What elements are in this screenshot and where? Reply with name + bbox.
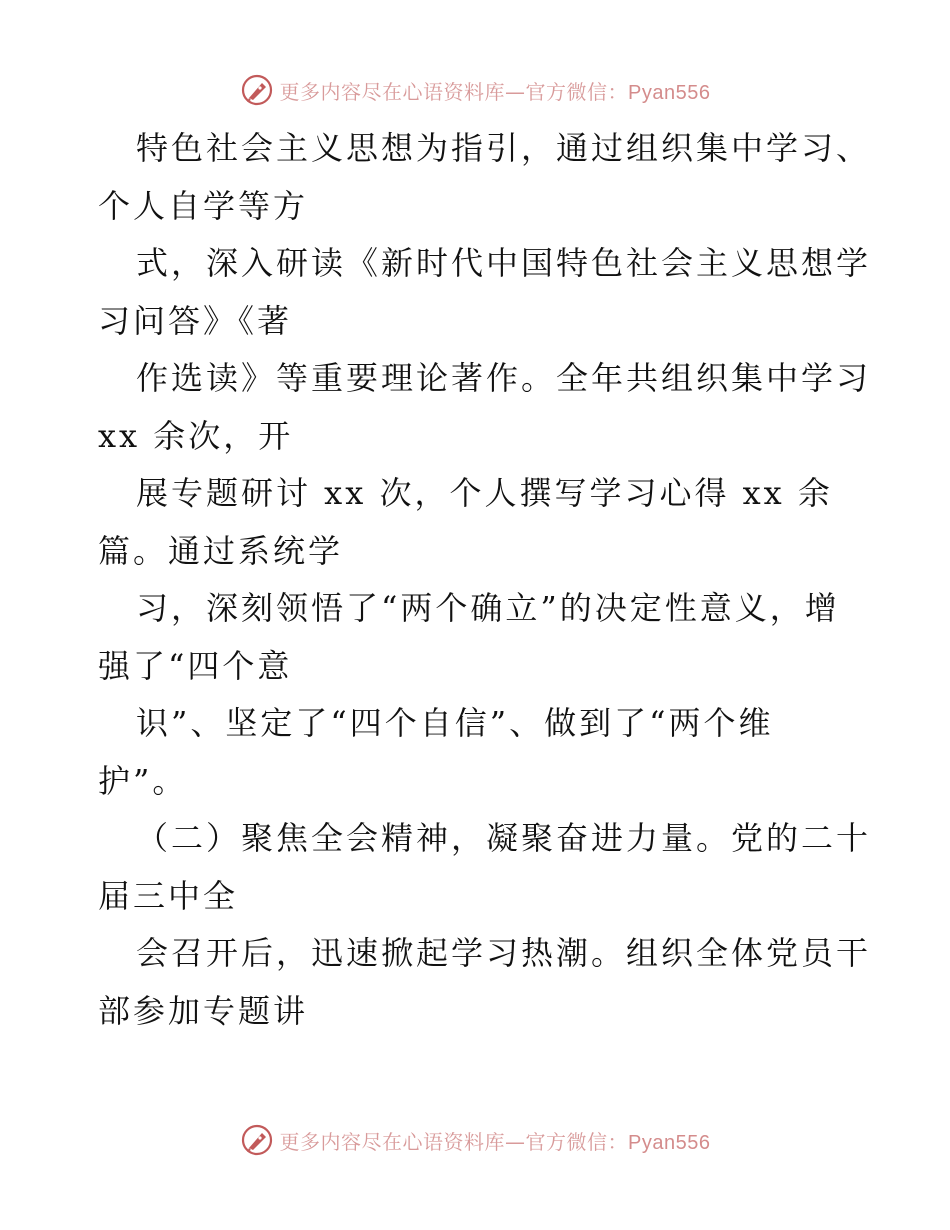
paragraph-line: 部参加专题讲 bbox=[98, 991, 309, 1030]
paragraph-line: 篇。通过系统学 bbox=[98, 531, 344, 570]
paragraph-line: 式，深入研读《新时代中国特色社会主义思想学 bbox=[136, 244, 872, 282]
paragraph-line: 护”。 bbox=[98, 761, 188, 800]
paragraph-line: 强了“四个意 bbox=[98, 646, 293, 685]
paragraph-line: 展专题研讨 xx 次，个人撰写学习心得 xx 余 bbox=[136, 474, 833, 512]
header-watermark bbox=[0, 70, 950, 110]
watermark-text bbox=[280, 1126, 711, 1155]
paragraph-line: 届三中全 bbox=[98, 876, 239, 915]
document-body bbox=[98, 120, 872, 1040]
watermark-wechat-id: Pyan556 bbox=[628, 1131, 711, 1154]
watermark-text bbox=[280, 76, 711, 105]
paragraph-line: 习问答》《著 bbox=[98, 301, 293, 340]
watermark-wechat-id: Pyan556 bbox=[628, 81, 711, 104]
watermark-label: 更多内容尽在心语资料库—官方微信： bbox=[279, 1129, 629, 1154]
footer-watermark bbox=[0, 1120, 950, 1160]
paragraph-line: 习，深刻领悟了“两个确立”的决定性意义，增 bbox=[136, 589, 840, 627]
pen-nib-logo-icon bbox=[240, 73, 274, 107]
paragraph-line: 个人自学等方 bbox=[98, 186, 309, 225]
pen-nib-logo-icon bbox=[240, 1123, 274, 1157]
paragraph-line: 特色社会主义思想为指引，通过组织集中学习、 bbox=[136, 129, 872, 167]
paragraph-line: 作选读》等重要理论著作。全年共组织集中学习 bbox=[136, 359, 872, 397]
paragraph-line: xx 余次，开 bbox=[98, 416, 294, 455]
paragraph-line: （二）聚焦全会精神，凝聚奋进力量。党的二十 bbox=[136, 819, 872, 857]
paragraph-line: 会召开后，迅速掀起学习热潮。组织全体党员干 bbox=[136, 934, 872, 972]
paragraph-line: 识”、坚定了“四个自信”、做到了“两个维 bbox=[136, 704, 774, 742]
watermark-label: 更多内容尽在心语资料库—官方微信： bbox=[279, 79, 629, 104]
